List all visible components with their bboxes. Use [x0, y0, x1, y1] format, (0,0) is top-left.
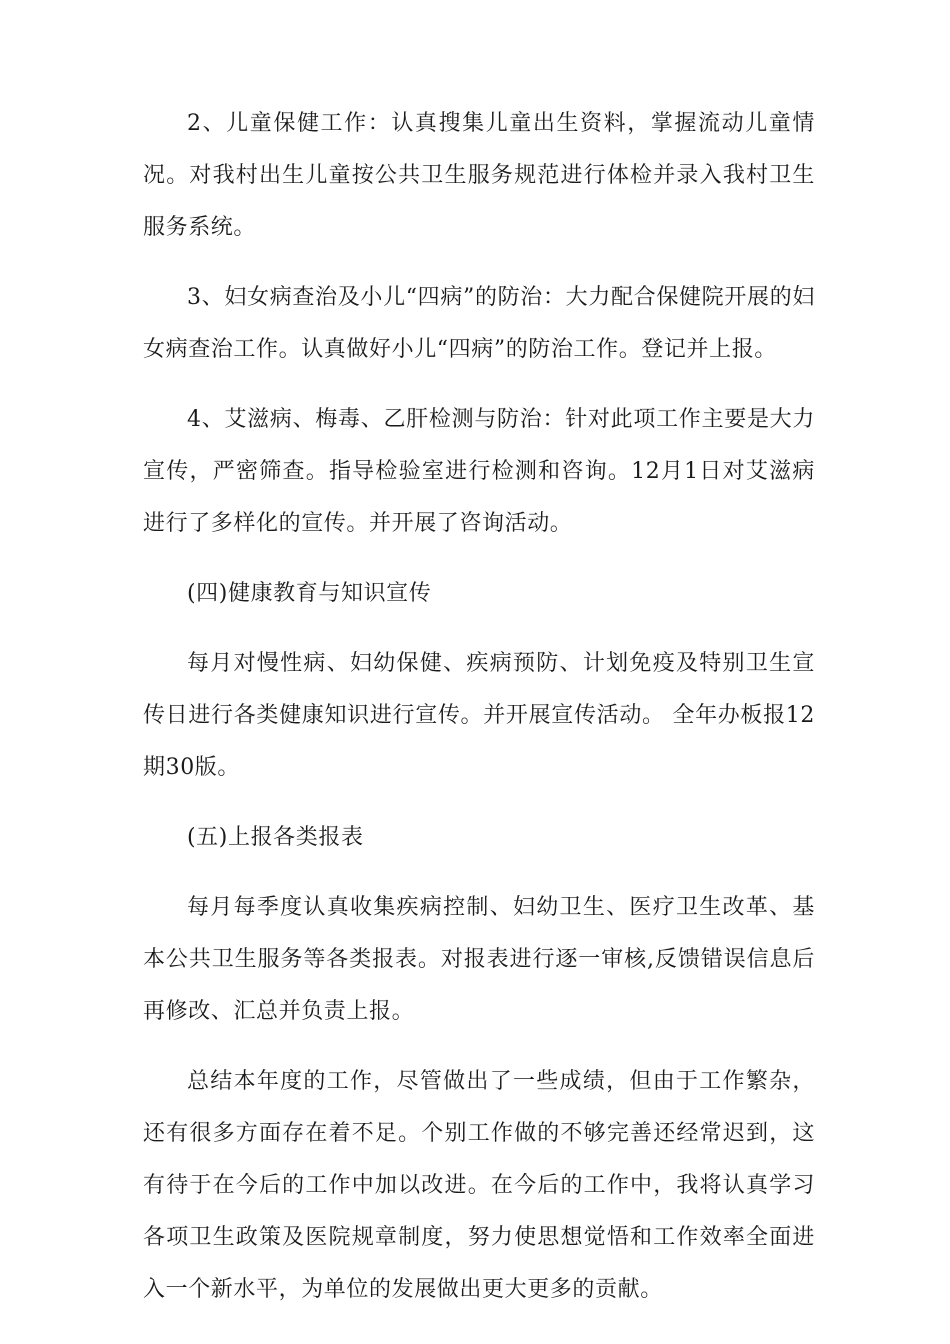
paragraph-reports: 每月每季度认真收集疾病控制、妇幼卫生、医疗卫生改革、基本公共卫生服务等各类报表。对报表进行逐一审核,反馈错误信息后再修改、汇总并负责上报。	[143, 895, 815, 1024]
section-heading-health-education: (四)健康教育与知识宣传	[187, 581, 432, 606]
document-body	[143, 98, 815, 1334]
paragraph-aids-screening: 4、艾滋病、梅毒、乙肝检测与防治：针对此项工作主要是大力宣传，严密筛查。指导检验室进行检测和咨询。12月1日对艾滋病进行了多样化的宣传。并开展了咨询活动。	[143, 407, 815, 536]
paragraph-health-education: 每月对慢性病、妇幼保健、疾病预防、计划免疫及特别卫生宣传日进行各类健康知识进行宣传。并开展宣传活动。 全年办板报12期30版。	[143, 651, 815, 780]
section-heading-reports: (五)上报各类报表	[187, 825, 364, 850]
paragraph-child-health: 2、儿童保健工作：认真搜集儿童出生资料，掌握流动儿童情况。对我村出生儿童按公共卫生服务规范进行体检并录入我村卫生服务系统。	[143, 111, 815, 240]
paragraph-womens-disease: 3、妇女病查治及小儿“四病”的防治：大力配合保健院开展的妇女病查治工作。认真做好小儿“四病”的防治工作。登记并上报。	[143, 285, 815, 362]
paragraph-summary: 总结本年度的工作，尽管做出了一些成绩，但由于工作繁杂，还有很多方面存在着不足。个别工作做的不够完善还经常迟到，这有待于在今后的工作中加以改进。在今后的工作中，我将认真学习各项卫生政策及医院规章制度，努力使思想觉悟和工作效率全面进入一个新水平，为单位的发展做出更大更多的贡献。	[143, 1069, 815, 1302]
